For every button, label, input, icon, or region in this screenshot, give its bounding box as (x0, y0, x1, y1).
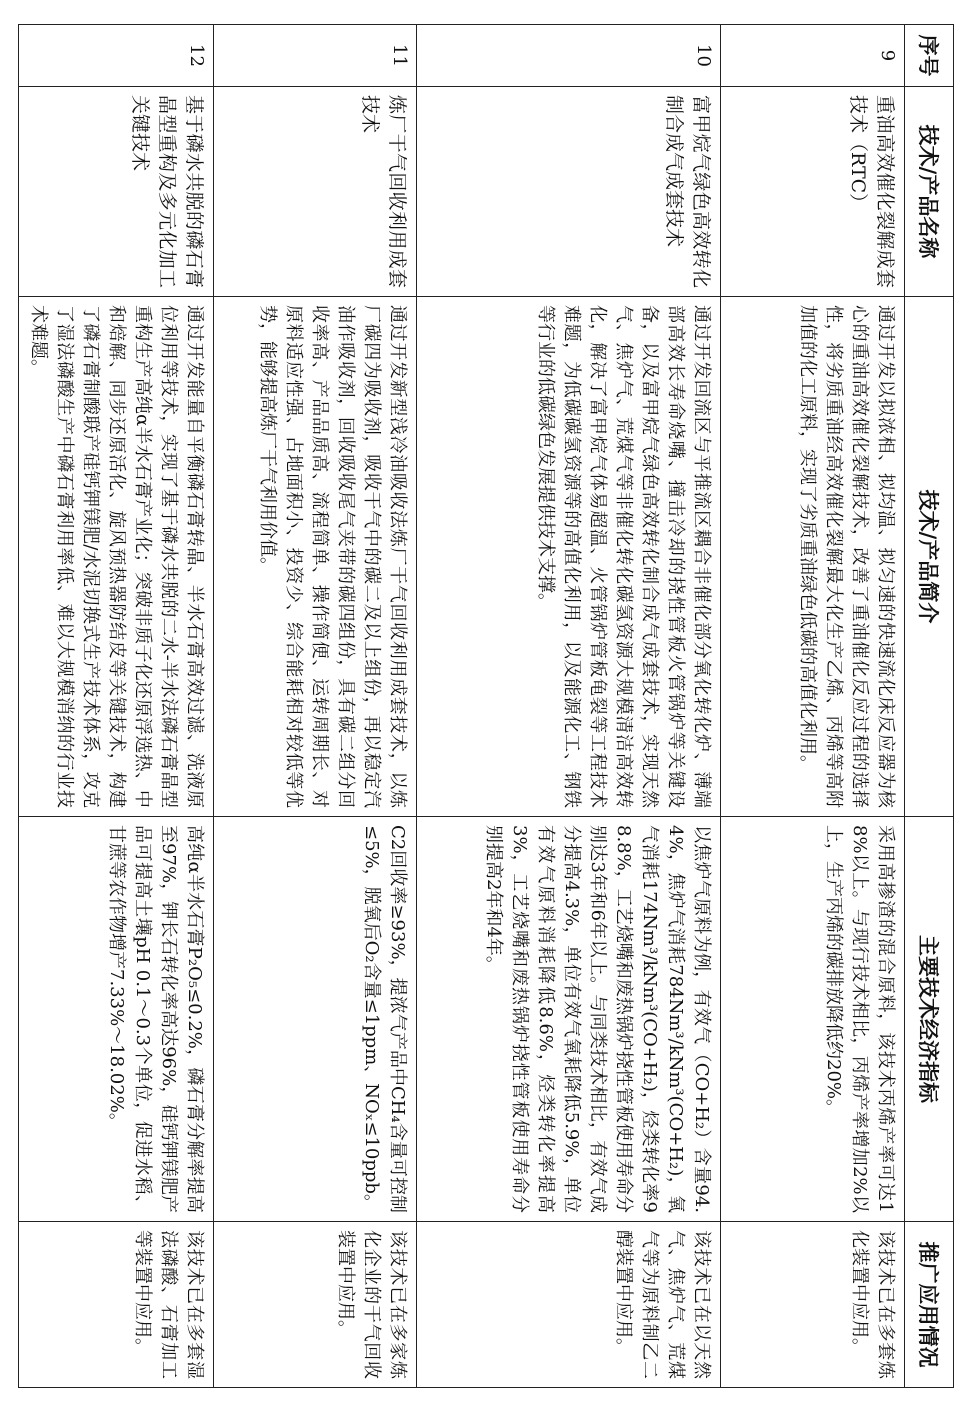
header-indicators: 主要技术经济指标 (905, 817, 954, 1222)
technology-intro: 通过开发以拟浓相、拟均温、拟匀速的快速流化床反应器为核心的重油高效催化裂解技术，改善了重油催化反应过程的选择性，将劣质重油经高效催化裂解最大化生产乙烯、丙烯等高附加值的化工原料，实现了劣质重油绿色低碳的高值化利用。 (721, 297, 905, 817)
application-status: 该技术已在以天然气、焦炉气、荒煤气等为原料制乙二醇装置中应用。 (417, 1222, 721, 1388)
technology-indicators: 采用高掺渣的混合原料，该技术丙烯产率可达18%以上。与现行技术相比，丙烯产率增加2%以上，生产丙烯的碳排放降低约20%。 (721, 817, 905, 1222)
technology-table (18, 24, 954, 1388)
technology-name: 富甲烷气绿色高效转化制合成气成套技术 (417, 87, 721, 297)
table-row (19, 25, 214, 1388)
application-status: 该技术已在多套炼化装置中应用。 (721, 1222, 905, 1388)
technology-indicators: 高纯α半水石膏P₂O₅≤0.2%，磷石膏分解率提高至97%，钾长石转化率高达96%，硅钙钾镁肥产品可提高土壤pH 0.1～0.3个单位，促进水稻、甘蔗等农作物增产7.33%～18.02%。 (19, 817, 214, 1222)
table-row (214, 25, 417, 1388)
application-status: 该技术已在多家炼化企业的干气回收装置中应用。 (214, 1222, 417, 1388)
row-number: 9 (721, 25, 905, 87)
table-row (417, 25, 721, 1388)
header-no: 序号 (905, 25, 954, 87)
header-intro: 技术/产品简介 (905, 297, 954, 817)
application-status: 该技术已在多套湿法磷酸、石膏加工等装置中应用。 (19, 1222, 214, 1388)
technology-intro: 通过开发新型浅冷油吸收法炼厂干气回收利用成套技术，以炼厂碳四为吸收剂，吸收干气中的碳二及以上组份，再以稳定汽油作吸收剂，回收吸收尾气夹带的碳四组份，具有碳二组分回收率高、产品品质高、流程简单、操作简便、运转周期长、对原料适应性强、占地面积小、投资少、综合能耗相对较低等优势，能够提高炼厂干气利用价值。 (214, 297, 417, 817)
row-number: 11 (214, 25, 417, 87)
row-number: 10 (417, 25, 721, 87)
technology-name: 炼厂干气回收利用成套技术 (214, 87, 417, 297)
technology-intro: 通过开发能量自平衡磷石膏转晶、半水石膏高效过滤、洗液原位利用等技术，实现了基于磷水共脱的二水-半水法磷石膏晶型重构生产高纯α半水石膏产业化；突破非质子化还原浮选热、中和焙解、同步还原活化、旋风预热器防结皮等关键技术，构建了磷石膏制酸联产硅钙钾镁肥/水泥切换式生产技术体系，攻克了湿法磷酸生产中磷石膏利用率低、难以大规模消纳的行业技术难题。 (19, 297, 214, 817)
technology-name: 重油高效催化裂解成套技术（RTC） (721, 87, 905, 297)
row-number: 12 (19, 25, 214, 87)
header-name: 技术/产品名称 (905, 87, 954, 297)
technology-indicators: C2回收率≥93%，提浓气产品中CH₄含量可控制≤5%，脱氧后O₂含量≤1ppm、NOₓ≤10ppb。 (214, 817, 417, 1222)
technology-indicators: 以焦炉气原料为例，有效气（CO+H₂）含量94.4%，焦炉气消耗784Nm³/kNm³(CO+H₂)，氧气消耗174Nm³/kNm³(CO+H₂)，烃类转化率98.8%，工艺烧嘴和废热锅炉挠性管板使用寿命分别达3年和6年以上。与同类技术相比，有效气成分提高4.3%，单位有效气氧耗降低5.9%，单位有效气原料消耗降低8.6%，烃类转化率提高3%，工艺烧嘴和废热锅炉挠性管板使用寿命分别提高2年和4年。 (417, 817, 721, 1222)
header-application: 推广应用情况 (905, 1222, 954, 1388)
technology-name: 基于磷水共脱的磷石膏晶型重构及多元化加工关键技术 (19, 87, 214, 297)
technology-intro: 通过开发回流区与平推流区耦合非催化部分氧化转化炉、薄端部高效长寿命烧嘴、撞击冷却的挠性管板火管锅炉等关键设备，以及富甲烷气绿色高效转化制合成气成套技术，实现天然气、焦炉气、荒煤气等非催化转化碳氢资源大规模清洁高效转化，解决了富甲烷气体易超温、火管锅炉管板龟裂等工程技术难题，为低碳碳氢资源等的高值化利用，以及能源化工、钢铁等行业的低碳绿色发展提供技术支撑。 (417, 297, 721, 817)
table-row (721, 25, 905, 1388)
header-row (905, 25, 954, 1388)
